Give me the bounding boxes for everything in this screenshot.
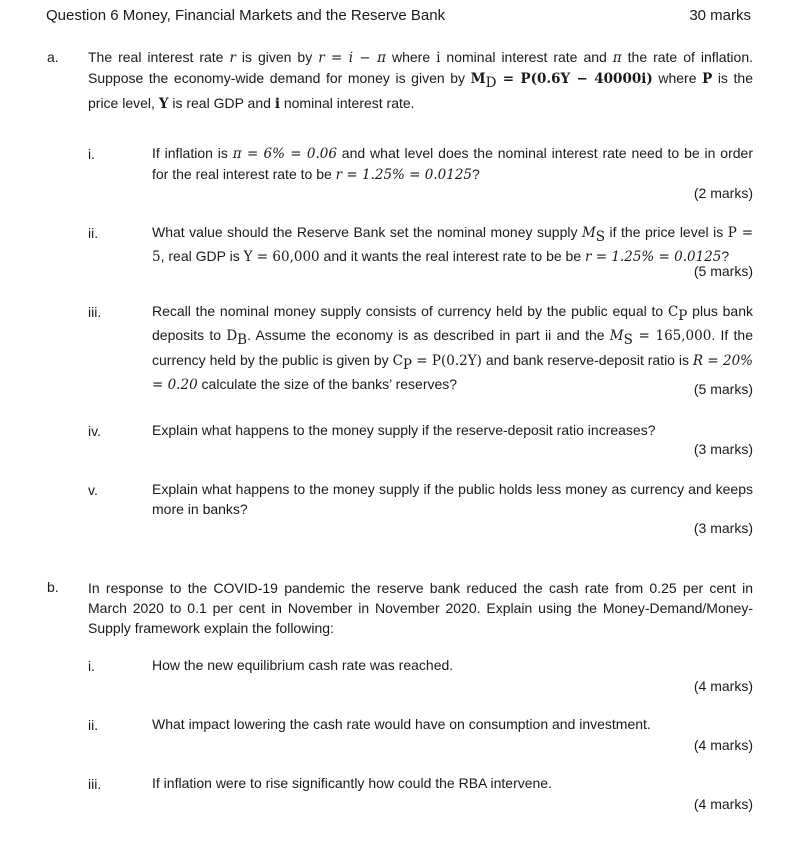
part-a-item-1-text: If inflation is π = 6% = 0.06 and what level does the nominal interest rate need to be in order for the real interest rate to be r = 1.25% = 0.0125? — [152, 145, 753, 183]
part-b-item-1-marks: (4 marks) — [693, 678, 753, 694]
part-b-item-2-label: ii. — [88, 717, 99, 733]
part-a-item-5-marks: (3 marks) — [693, 520, 753, 536]
question-total-marks: 30 marks — [689, 7, 751, 24]
part-b-item-3-marks: (4 marks) — [693, 796, 753, 812]
part-a-item-5-text: Explain what happens to the money supply if the public holds less money as currency and keeps more in banks? — [152, 481, 753, 517]
question-header — [46, 7, 751, 27]
question-title: Question 6 Money, Financial Markets and the Reserve Bank — [46, 7, 446, 24]
part-a-item-4-label: iv. — [88, 423, 101, 439]
part-b-intro: In response to the COVID-19 pandemic the reserve bank reduced the cash rate from 0.25 per cent in March 2020 to 0.1 per cent in November in November 2020. Explain using the Money-Demand/Money-Supply framework explain the following: — [88, 580, 753, 636]
part-b-item-3-text: If inflation were to rise significantly how could the RBA intervene. — [152, 775, 552, 791]
part-a-label: a. — [47, 49, 59, 65]
part-a-intro: The real interest rate r is given by r = i − π where i nominal interest rate and π the rate of inflation. Suppose the economy-wide demand for money is given by $M_D = P(0.6Y - 40000i)$ where P is the price level, Y is real GDP and i nominal interest rate. — [88, 49, 754, 112]
part-a-item-3-marks: (5 marks) — [693, 381, 753, 397]
part-b-item-1-label: i. — [88, 658, 95, 674]
part-b-item-3-label: iii. — [88, 776, 102, 792]
part-a-item-5-label: v. — [88, 482, 98, 498]
part-a-item-1-marks: (2 marks) — [693, 185, 753, 201]
part-b-item-1-text: How the new equilibrium cash rate was reached. — [152, 657, 454, 673]
part-a-item-1-label: i. — [88, 146, 95, 162]
part-a-item-2-text: What value should the Reserve Bank set the nominal money supply $M_S$ if the price level is P = 5, real GDP is Y = 60,000 and it wants the real interest rate to be be r = 1.25% = 0.0125? — [152, 224, 754, 266]
part-b-label: b. — [47, 579, 59, 595]
part-a-item-2-label: ii. — [88, 225, 99, 241]
part-b-item-2-marks: (4 marks) — [693, 737, 753, 753]
part-a-item-2-marks: (5 marks) — [693, 263, 753, 279]
part-b-item-2-text: What impact lowering the cash rate would have on consumption and investment. — [152, 716, 651, 732]
part-a-item-3-label: iii. — [88, 304, 102, 320]
part-a-item-4-text: Explain what happens to the money supply if the reserve-deposit ratio increases? — [152, 422, 656, 438]
part-a-item-4-marks: (3 marks) — [693, 441, 753, 457]
part-a-item-3-text: Recall the nominal money supply consists of currency held by the public equal to $C_P$ plus bank deposits to $D_B$. Assume the economy is as described in part ii and the $M_S = 165,000$. If the currency held by the public is given by $C_P = P(0.2Y)$ and bank reserve-deposit ratio is R = 20% = 0.20 calculate the size of the banks’ reserves? — [152, 303, 753, 393]
